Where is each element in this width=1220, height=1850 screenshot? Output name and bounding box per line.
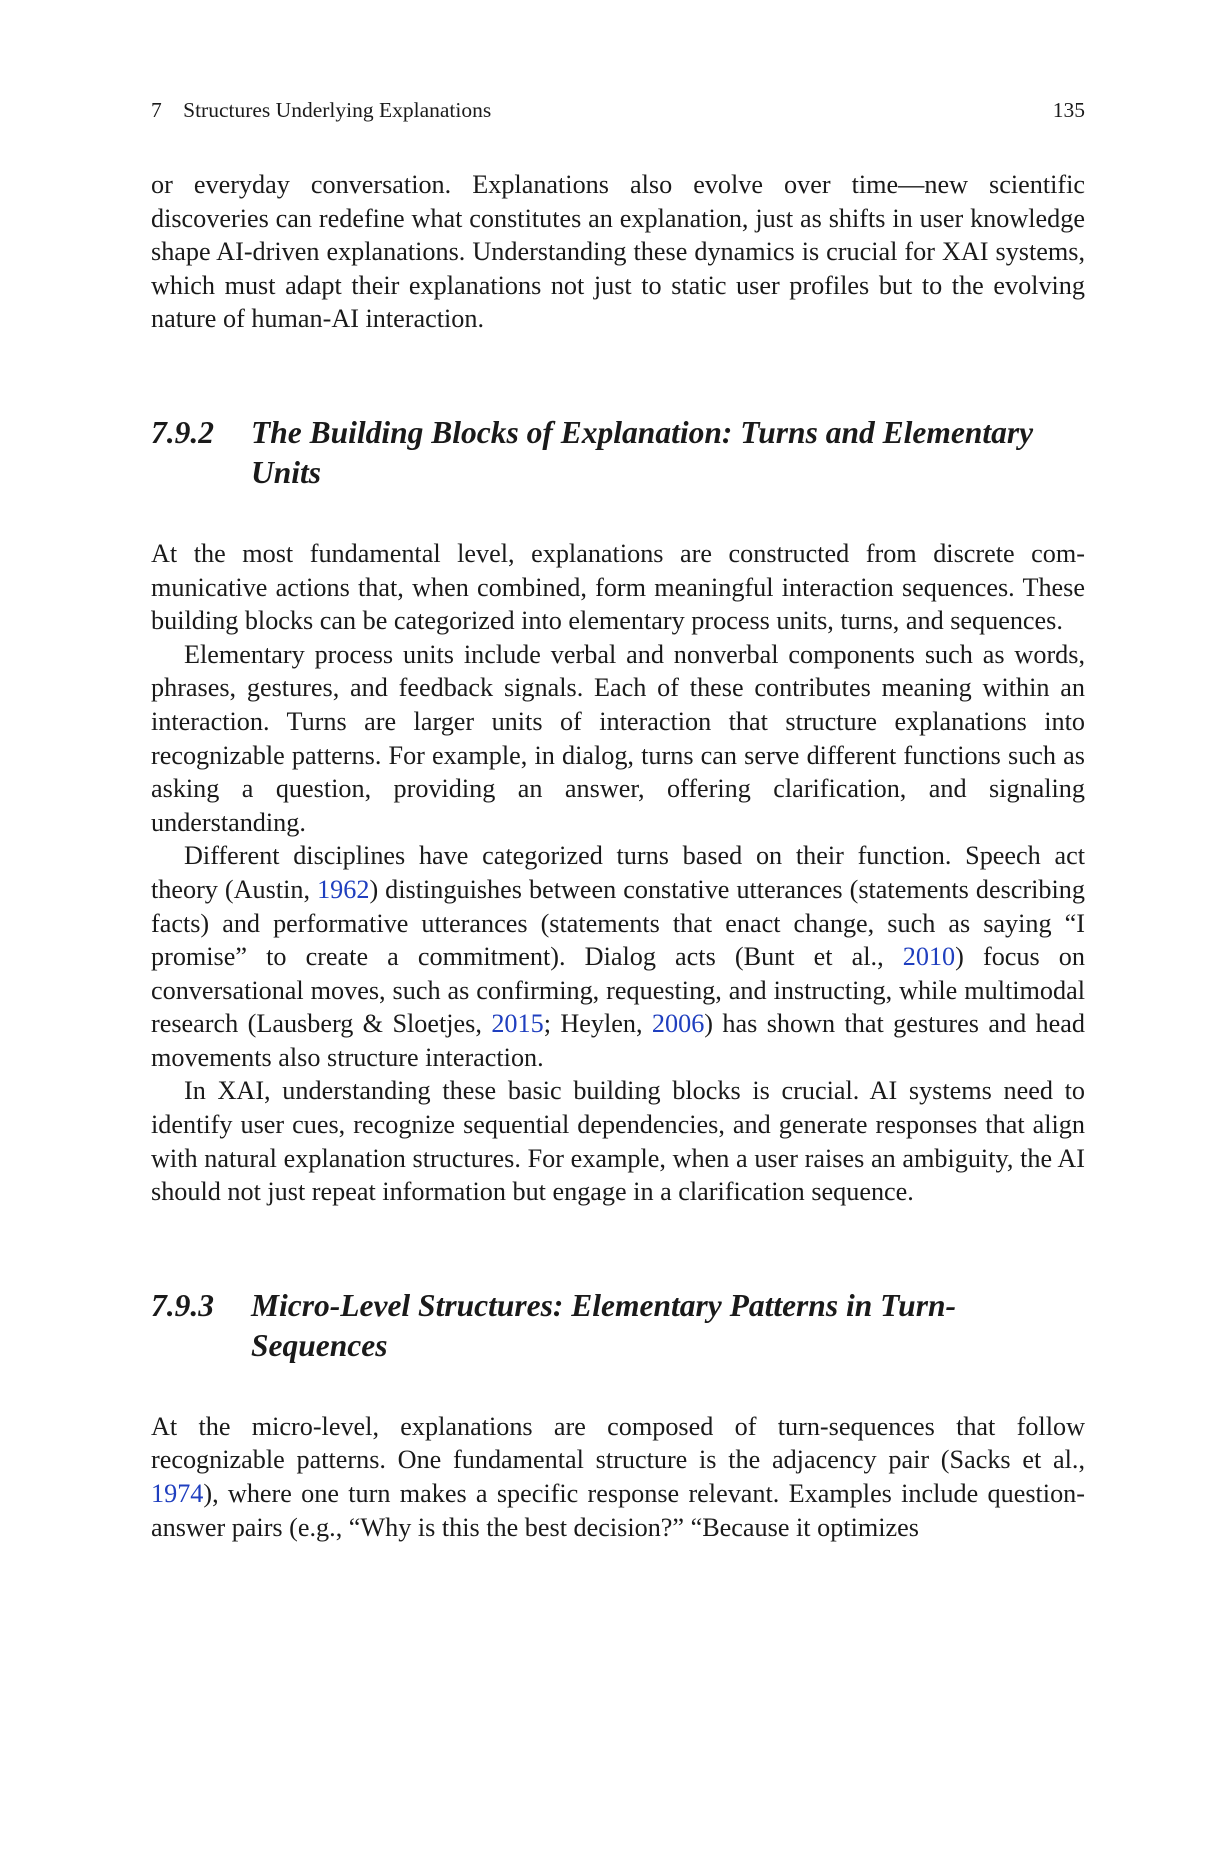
page-body — [151, 168, 1085, 1544]
page-number: 135 — [1052, 98, 1085, 122]
section-title: The Building Blocks of Explanation: Turns and Elementary Units — [251, 414, 1034, 490]
citation-link-heylen[interactable]: 2006 — [651, 1009, 705, 1039]
paragraph-text: ) has shown that gestures and head movements also structure interaction. — [151, 1009, 1085, 1072]
paragraph-with-citations — [151, 839, 1085, 1074]
intro-paragraph: or everyday conversation. Explanations also evolve over time—new scientific discoveries can redefine what constitutes an explanation, just as shifts in user knowledge shape AI-driven explanations. Understanding these dynamics is crucial for XAI systems, which must adapt their explanations not just to static user profiles but to the evolving nature of human-AI interaction. — [151, 170, 1085, 334]
section-title: Micro-Level Structures: Elementary Patterns in Turn-Sequences — [251, 1287, 956, 1363]
citation-link-bunt[interactable]: 2010 — [902, 942, 956, 972]
citation-link-lausberg[interactable]: 2015 — [491, 1009, 544, 1039]
paragraph-text: Different disciplines have categorized turns based on their function. Speech act theory (Austin, — [151, 841, 1085, 904]
paragraph-text: ) distinguishes between constative utterances (statements describing facts) and performative utterances (statements that enact change, such as saying “I promise” to create a commitment). Dialog acts (Bunt et al., — [151, 874, 1085, 972]
paragraph: In XAI, understanding these basic building blocks is crucial. AI systems need to identify user cues, recognize sequential dependencies, and generate responses that align with natural explanation structures. For example, when a user raises an ambiguity, the AI should not just repeat information but engage in a clarification sequence. — [151, 1076, 1085, 1207]
paragraph-text: ; Heylen, — [543, 1009, 652, 1039]
paragraph-with-citations — [151, 1410, 1085, 1544]
citation-link-sacks[interactable]: 1974 — [151, 1479, 204, 1509]
paragraph: Elementary process units include verbal and nonverbal components such as words, phrases, gestures, and feedback signals. Each of these contributes meaning within an interaction. Turns are larger units of interaction that structure explanations into recognizable patterns. For example, in dialog, turns can serve different functions such as asking a question, providing an answer, offering clarification, and signaling understanding. — [151, 639, 1085, 837]
chapter-number: 7 — [151, 98, 162, 122]
chapter-title: Structures Underlying Explanations — [183, 98, 492, 122]
paragraph-text: ), where one turn makes a specific response relevant. Examples include question-answer pairs (e.g., “Why is this the best decision?” “Because it optimizes — [151, 1479, 1085, 1542]
section-number: 7.9.2 — [151, 414, 214, 450]
paragraph: At the most fundamental level, explanations are constructed from discrete communicative actions that, when combined, form meaningful interaction sequences. These building blocks can be categorized into elementary process units, turns, and sequences. — [151, 538, 1085, 636]
section-heading-7-9-2 — [151, 413, 1085, 493]
citation-link-austin[interactable]: 1962 — [317, 874, 370, 904]
section-heading-7-9-3 — [151, 1286, 1085, 1366]
paragraph-text: ) focus on conversational moves, such as confirming, requesting, and instructing, while multimodal research (Lausberg & Sloetjes, — [151, 942, 1085, 1039]
running-head — [151, 98, 1085, 123]
section-number: 7.9.3 — [151, 1287, 214, 1323]
paragraph-text: At the micro-level, explanations are composed of turn-sequences that follow recognizable patterns. One fundamental structure is the adjacency pair (Sacks et al., — [151, 1411, 1085, 1475]
running-head-left — [151, 98, 491, 123]
